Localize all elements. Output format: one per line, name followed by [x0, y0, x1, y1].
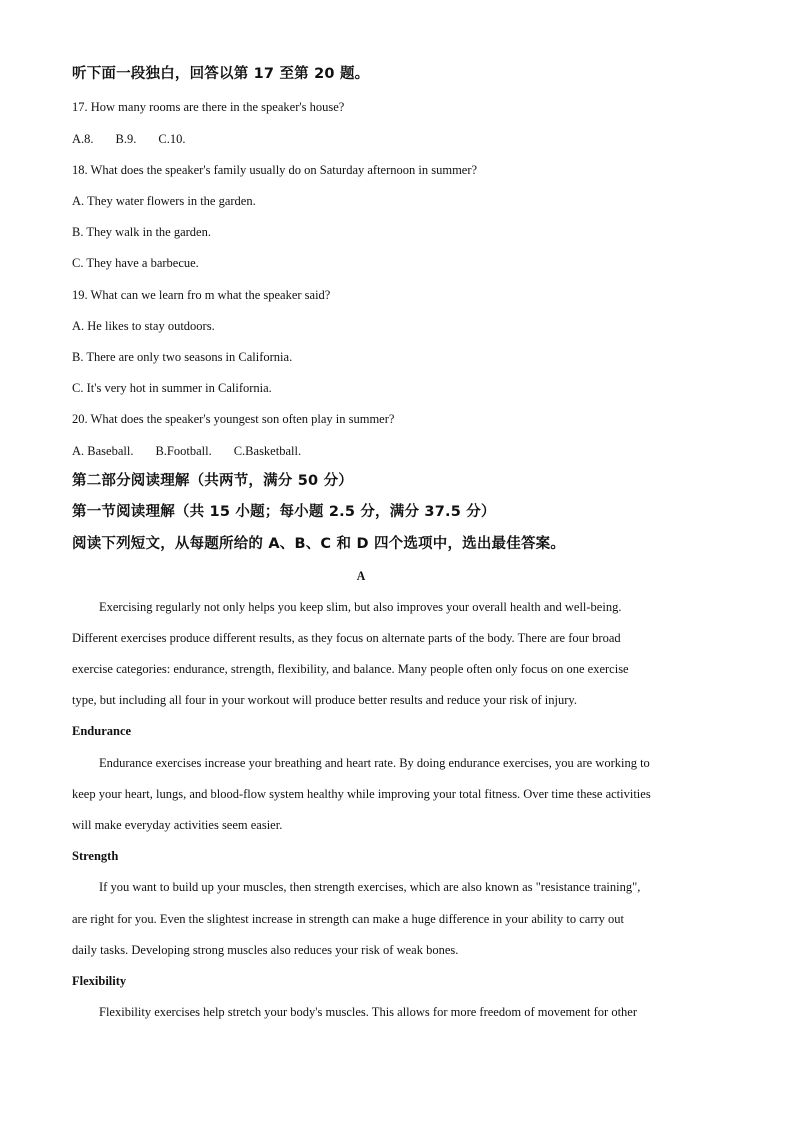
flexibility-heading: Flexibility: [72, 974, 127, 988]
question-20-option-b: B.Football.: [155, 444, 212, 458]
question-20-options: [72, 443, 301, 459]
intro-line-3: exercise categories: endurance, strength, flexibility, and balance. Many people often only focus on one exercise: [72, 662, 629, 676]
question-18-option-a: A. They water flowers in the garden.: [72, 194, 256, 208]
passage-label: A: [356, 568, 366, 583]
question-17-option-a: A.8.: [72, 132, 94, 146]
question-17-options: [72, 131, 185, 147]
question-18-option-b: B. They walk in the garden.: [72, 225, 211, 239]
strength-line-1: If you want to build up your muscles, then strength exercises, which are also known as "resistance training",: [99, 880, 641, 894]
question-19-option-b: B. There are only two seasons in California.: [72, 350, 293, 364]
question-17-option-b: B.9.: [115, 132, 137, 146]
question-17-stem: 17. How many rooms are there in the speaker's house?: [72, 100, 345, 114]
question-17-option-c: C.10.: [158, 132, 186, 146]
endurance-line-1: Endurance exercises increase your breathing and heart rate. By doing endurance exercises, you are working to: [99, 756, 650, 770]
strength-line-3: daily tasks. Developing strong muscles also reduces your risk of weak bones.: [72, 943, 459, 957]
endurance-line-2: keep your heart, lungs, and blood-flow system healthy while improving your total fitness. Over time these activities: [72, 787, 651, 801]
question-19-option-a: A. He likes to stay outdoors.: [72, 319, 215, 333]
intro-line-2: Different exercises produce different results, as they focus on alternate parts of the body. There are four broad: [72, 631, 621, 645]
intro-line-1: Exercising regularly not only helps you keep slim, but also improves your overall health and well-being.: [99, 600, 622, 614]
strength-line-2: are right for you. Even the slightest increase in strength can make a huge difference in your ability to carry out: [72, 912, 625, 926]
question-20-option-c: C.Basketball.: [233, 444, 302, 458]
strength-heading: Strength: [72, 849, 119, 863]
question-19-option-c: C. It's very hot in summer in California.: [72, 381, 272, 395]
question-20-stem: 20. What does the speaker's youngest son often play in summer?: [72, 412, 395, 426]
endurance-line-3: will make everyday activities seem easier.: [72, 818, 283, 832]
endurance-heading: Endurance: [72, 724, 132, 738]
part2-title: 第二部分阅读理解（共两节，满分 50 分）: [72, 473, 353, 489]
question-18-option-c: C. They have a barbecue.: [72, 256, 199, 270]
section1-title: 第一节阅读理解（共 15 小题；每小题 2.5 分，满分 37.5 分）: [72, 504, 496, 520]
listening-section-header: 听下面一段独白，回答以第 17 至第 20 题。: [72, 66, 370, 82]
question-18-stem: 18. What does the speaker's family usually do on Saturday afternoon in summer?: [72, 163, 478, 177]
intro-line-4: type, but including all four in your workout will produce better results and reduce your risk of injury.: [72, 693, 577, 707]
flexibility-line-1: Flexibility exercises help stretch your body's muscles. This allows for more freedom of movement for other: [99, 1005, 638, 1019]
question-20-option-a: A. Baseball.: [72, 444, 134, 458]
reading-instruction: 阅读下列短文，从每题所给的 A、B、C 和 D 四个选项中，选出最佳答案。: [72, 536, 566, 552]
question-19-stem: 19. What can we learn fro m what the speaker said?: [72, 288, 331, 302]
